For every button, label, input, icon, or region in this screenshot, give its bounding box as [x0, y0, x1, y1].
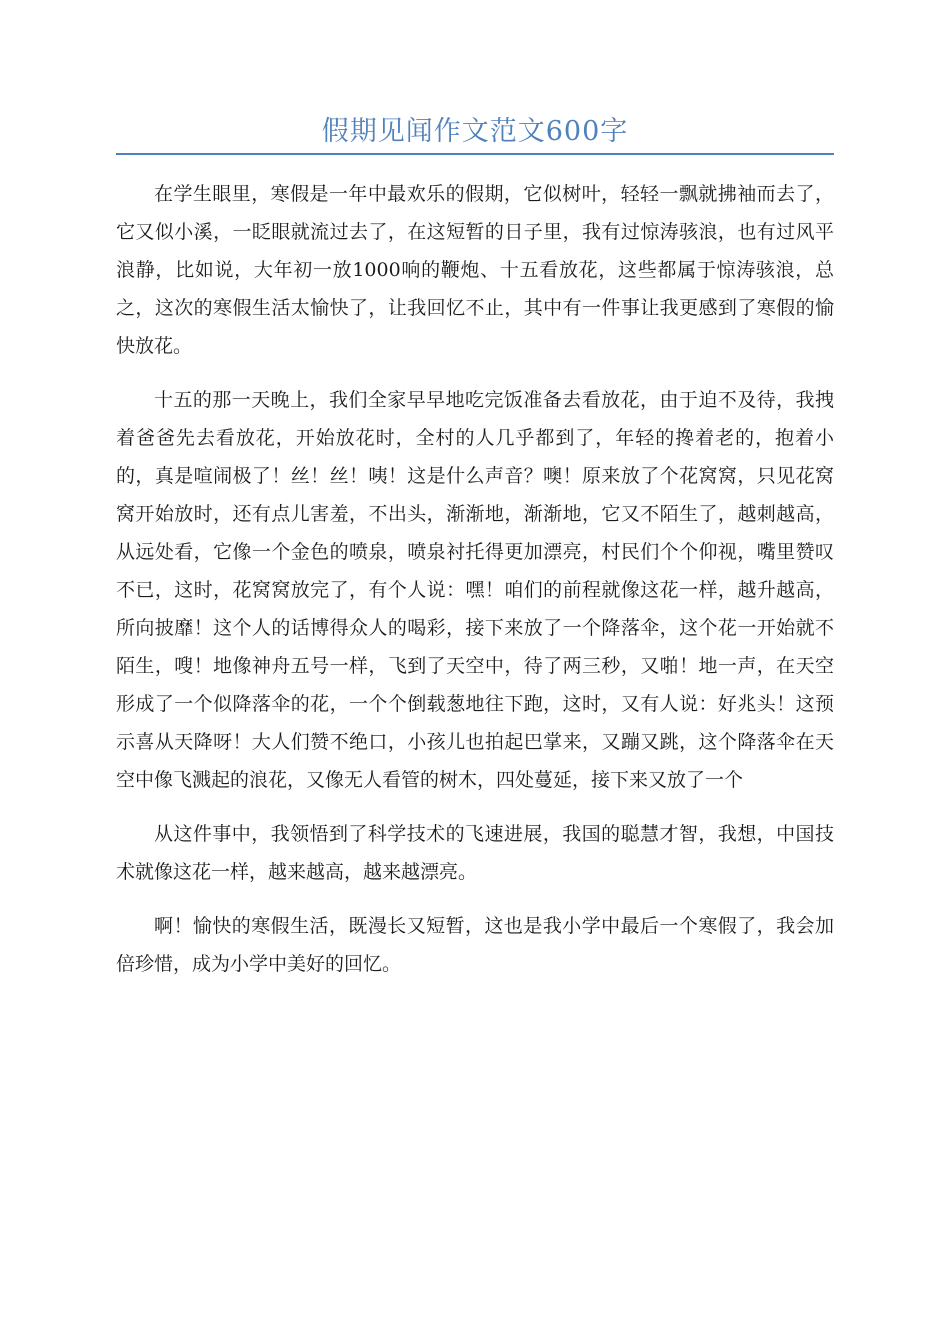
paragraph-4: 啊！愉快的寒假生活，既漫长又短暂，这也是我小学中最后一个寒假了，我会加倍珍惜，成为小学中美好的回忆。	[116, 915, 834, 975]
paragraph-3: 从这件事中，我领悟到了科学技术的飞速进展，我国的聪慧才智，我想，中国技术就像这花一样，越来越高，越来越漂亮。	[116, 823, 834, 883]
paragraph-1: 在学生眼里，寒假是一年中最欢乐的假期，它似树叶，轻轻一飘就拂袖而去了，它又似小溪，一眨眼就流过去了，在这短暂的日子里，我有过惊涛骇浪，也有过风平浪静，比如说，大年初一放1000响的鞭炮、十五看放花，这些都属于惊涛骇浪，总之，这次的寒假生活太愉快了，让我回忆不止，其中有一件事让我更感到了寒假的愉快放花。	[116, 183, 834, 357]
document-title: 假期见闻作文范文600字	[321, 116, 629, 147]
paragraph-2: 十五的那一天晚上，我们全家早早地吃完饭准备去看放花，由于迫不及待，我拽着爸爸先去看放花，开始放花时，全村的人几乎都到了，年轻的搀着老的，抱着小的，真是喧闹极了！丝！丝！咦！这是什么声音？噢！原来放了个花窝窝，只见花窝窝开始放时，还有点儿害羞，不出头，渐渐地，渐渐地，它又不陌生了，越刺越高，从远处看，它像一个金色的喷泉，喷泉衬托得更加漂亮，村民们个个仰视，嘴里赞叹不已，这时，花窝窝放完了，有个人说：嘿！咱们的前程就像这花一样，越升越高，所向披靡！这个人的话博得众人的喝彩，接下来放了一个降落伞，这个花一开始就不陌生，嗖！地像神舟五号一样，飞到了天空中，待了两三秒，又啪！地一声，在天空形成了一个似降落伞的花，一个个倒载葱地往下跑，这时，又有人说：好兆头！这预示喜从天降呀！大人们赞不绝口，小孩儿也拍起巴掌来，又蹦又跳，这个降落伞在天空中像飞溅起的浪花，又像无人看管的树木，四处蔓延，接下来又放了一个	[116, 389, 834, 791]
title-underline	[116, 153, 834, 155]
document-body	[116, 175, 834, 999]
